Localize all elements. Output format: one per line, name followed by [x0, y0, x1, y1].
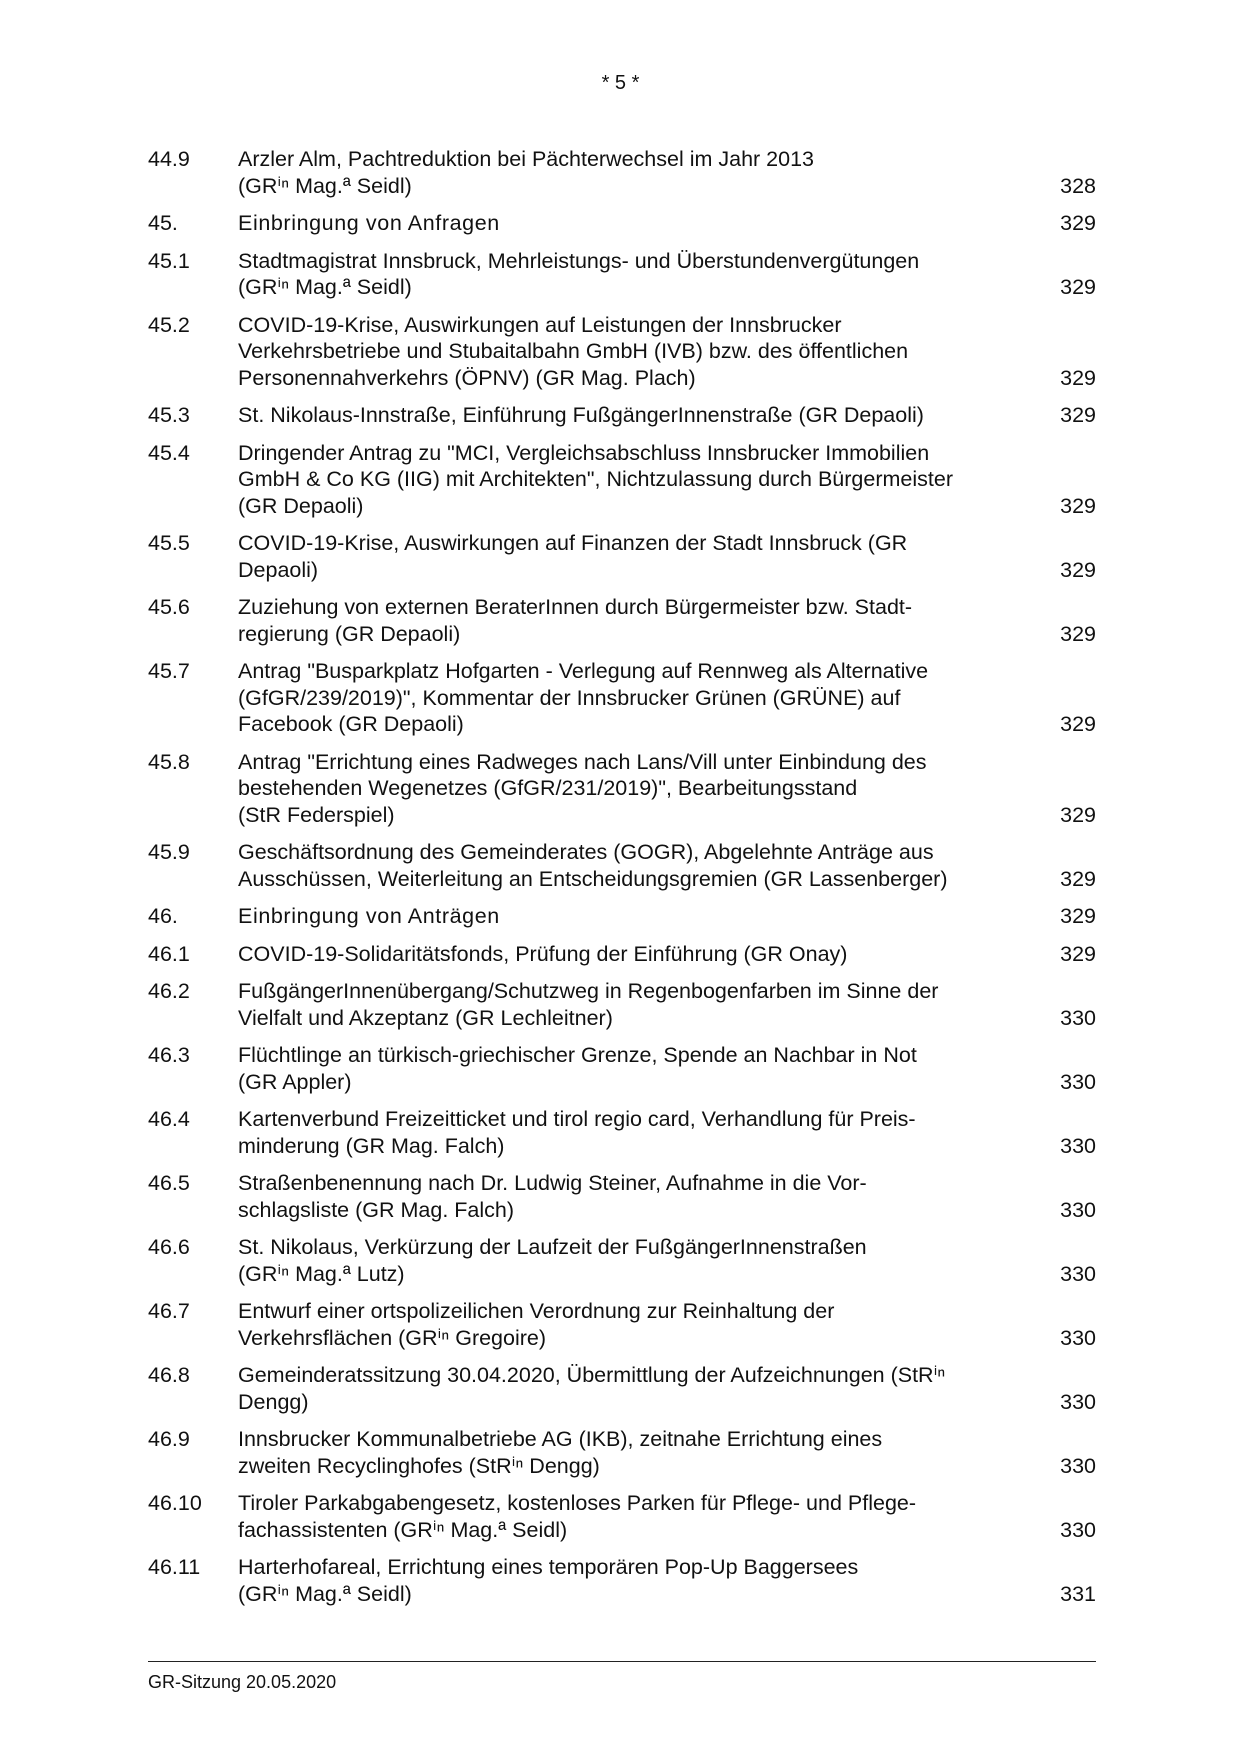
- toc-entry-title: [238, 749, 1038, 829]
- toc-entry-title-line: Dringender Antrag zu "MCI, Vergleichsabschluss Innsbrucker Immobilien: [238, 440, 930, 465]
- toc-entry-title: [238, 1106, 1038, 1159]
- toc-entry: [148, 941, 1096, 968]
- toc-entry: [148, 749, 1096, 829]
- toc-entry: [148, 1234, 1096, 1287]
- toc-entry-title: [238, 1234, 1038, 1287]
- toc-entry-number: 46.8: [148, 1363, 190, 1387]
- toc-entry-title-line: schlagsliste (GR Mag. Falch): [238, 1197, 514, 1222]
- toc-entry-title-line: Gemeinderatssitzung 30.04.2020, Übermittlung der Aufzeichnungen (StRⁱⁿ: [238, 1363, 946, 1387]
- toc-entry-title: [238, 594, 1038, 647]
- toc-entry-page: 330: [1060, 1197, 1096, 1222]
- toc-entry-title-line: Kartenverbund Freizeitticket und tirol regio card, Verhandlung für Preis-: [238, 1107, 916, 1131]
- toc-entry-title-line: Einbringung von Anträgen: [238, 904, 500, 928]
- toc-entry-page: 331: [1060, 1581, 1096, 1606]
- toc-entry-title-line: Tiroler Parkabgabengesetz, kostenloses Parken für Pflege- und Pflege-: [238, 1491, 917, 1515]
- toc-entry-title: [238, 1298, 1038, 1351]
- toc-entry-title-line: Depaoli): [238, 557, 319, 582]
- toc-entry-title-line: (GRⁱⁿ Mag.ª Lutz): [238, 1261, 405, 1286]
- toc-entry-title: [238, 402, 1038, 429]
- toc-entry-title-line: Innsbrucker Kommunalbetriebe AG (IKB), zeitnahe Errichtung eines: [238, 1427, 883, 1451]
- footer-divider: [148, 1661, 1096, 1662]
- toc-entry-number: 46.1: [148, 941, 190, 966]
- toc-entry-title-line: (GRⁱⁿ Mag.ª Seidl): [238, 173, 412, 198]
- toc-entry-title-line: (GR Appler): [238, 1069, 352, 1094]
- toc-entry-page: 330: [1060, 1517, 1096, 1542]
- toc-entry-title-line: (GfGR/239/2019)", Kommentar der Innsbrucker Grünen (GRÜNE) auf: [238, 685, 901, 710]
- toc-entry-title-line: Verkehrsbetriebe und Stubaitalbahn GmbH (IVB) bzw. des öffentlichen: [238, 339, 909, 363]
- toc-entry-number: 46.7: [148, 1299, 190, 1323]
- toc-entry-number: 45.2: [148, 312, 190, 337]
- toc-entry-title-line: (GRⁱⁿ Mag.ª Seidl): [238, 275, 412, 299]
- toc-entry-page: 330: [1060, 1005, 1096, 1030]
- toc-entry-number: 45.4: [148, 440, 190, 465]
- toc-entry-title-line: Zuziehung von externen BeraterInnen durch Bürgermeister bzw. Stadt-: [238, 595, 913, 619]
- toc-entry-page: 329: [1060, 403, 1096, 427]
- toc-entry-title-line: Entwurf einer ortspolizeilichen Verordnung zur Reinhaltung der: [238, 1299, 835, 1323]
- toc-entry-title: [238, 658, 1038, 738]
- toc-entry-page: 328: [1060, 173, 1096, 198]
- toc-entry-title: [238, 1426, 1038, 1479]
- toc-entry-number: 45.7: [148, 659, 190, 683]
- toc-entry-number: 46.: [148, 904, 178, 928]
- toc-entry-number: 45.1: [148, 248, 190, 273]
- toc-entry-title-line: Einbringung von Anfragen: [238, 211, 500, 235]
- toc-entry-number: 45.8: [148, 749, 190, 774]
- toc-entry-page: 329: [1060, 904, 1096, 928]
- toc-entry-number: 46.3: [148, 1043, 190, 1067]
- toc-entry-title: [238, 978, 1038, 1031]
- toc-entry-title-line: (GRⁱⁿ Mag.ª Seidl): [238, 1581, 412, 1606]
- toc-entry-title-line: bestehenden Wegenetzes (GfGR/231/2019)", Bearbeitungsstand: [238, 776, 858, 800]
- toc-entry-title-line: Antrag "Errichtung eines Radweges nach Lans/Vill unter Einbindung des: [238, 749, 927, 774]
- toc-entry: [148, 1554, 1096, 1607]
- toc-entry-page: 330: [1060, 1069, 1096, 1094]
- toc-entry-page: 330: [1060, 1453, 1096, 1478]
- toc-entry: [148, 1298, 1096, 1351]
- toc-entry-title-line: GmbH & Co KG (IIG) mit Architekten", Nichtzulassung durch Bürgermeister: [238, 467, 953, 491]
- toc-entry: [148, 1426, 1096, 1479]
- toc-entry: [148, 1106, 1096, 1159]
- toc-entry-number: 45.9: [148, 840, 190, 864]
- toc-entry-title: [238, 530, 1038, 583]
- toc-entry-page: 329: [1060, 941, 1096, 966]
- toc-entry: [148, 839, 1096, 892]
- toc-entry-title-line: Vielfalt und Akzeptanz (GR Lechleitner): [238, 1005, 613, 1030]
- toc-entry-number: 46.11: [148, 1555, 201, 1579]
- toc-entry-number: 46.5: [148, 1171, 190, 1195]
- toc-entry-title-line: regierung (GR Depaoli): [238, 621, 461, 646]
- toc-entry: [148, 402, 1096, 429]
- toc-entry-title-line: COVID-19-Krise, Auswirkungen auf Finanzen der Stadt Innsbruck (GR: [238, 531, 908, 555]
- toc-entry-title-line: Flüchtlinge an türkisch-griechischer Grenze, Spende an Nachbar in Not: [238, 1043, 917, 1067]
- toc-entry-number: 46.10: [148, 1491, 202, 1515]
- toc-entry: [148, 658, 1096, 738]
- toc-entry: [148, 146, 1096, 199]
- toc-entry-page: 329: [1060, 712, 1096, 736]
- toc-entry-title: [238, 1490, 1038, 1543]
- toc-entry-page: 330: [1060, 1133, 1096, 1158]
- toc-entry-number: 45.6: [148, 595, 190, 619]
- toc-entry-title-line: Arzler Alm, Pachtreduktion bei Pächterwechsel im Jahr 2013: [238, 147, 814, 171]
- toc-entry-page: 329: [1060, 211, 1096, 235]
- toc-entry-title-line: (StR Federspiel): [238, 802, 395, 827]
- toc-entry-title-line: Antrag "Busparkplatz Hofgarten - Verlegung auf Rennweg als Alternative: [238, 659, 929, 683]
- toc-entry-title-line: Facebook (GR Depaoli): [238, 712, 464, 736]
- toc-entry-title-line: (GR Depaoli): [238, 493, 364, 518]
- toc-entry-title-line: fachassistenten (GRⁱⁿ Mag.ª Seidl): [238, 1517, 568, 1542]
- toc-entry-title-line: COVID-19-Solidaritätsfonds, Prüfung der Einführung (GR Onay): [238, 941, 848, 966]
- toc-entry-number: 46.2: [148, 979, 190, 1003]
- toc-entry-number: 44.9: [148, 147, 190, 171]
- footer-text: GR-Sitzung 20.05.2020: [148, 1672, 337, 1692]
- toc-entry-page: 329: [1060, 621, 1096, 646]
- toc-entry-page: 329: [1060, 557, 1096, 582]
- toc-entry-title-line: Verkehrsflächen (GRⁱⁿ Gregoire): [238, 1325, 547, 1350]
- toc-entry: [148, 1170, 1096, 1223]
- toc-entry-title: [238, 1362, 1038, 1415]
- toc-entry-page: 329: [1060, 275, 1096, 299]
- toc-entry-title-line: Ausschüssen, Weiterleitung an Entscheidungsgremien (GR Lassenberger): [238, 866, 948, 891]
- toc-entry-title-line: FußgängerInnenübergang/Schutzweg in Regenbogenfarben im Sinne der: [238, 979, 939, 1003]
- toc-entry: [148, 1490, 1096, 1543]
- toc-entry: [148, 530, 1096, 583]
- toc-entry-page: 329: [1060, 365, 1096, 390]
- toc-entry-title-line: minderung (GR Mag. Falch): [238, 1133, 505, 1158]
- toc-entry-page: 330: [1060, 1261, 1096, 1286]
- toc-entry-title-line: Dengg): [238, 1389, 309, 1414]
- toc-section-entry: [148, 903, 1096, 930]
- toc-entry-title-line: Geschäftsordnung des Gemeinderates (GOGR), Abgelehnte Anträge aus: [238, 840, 934, 864]
- toc-entry-title: [238, 210, 1038, 237]
- toc-entry-title-line: Harterhofareal, Errichtung eines temporären Pop-Up Baggersees: [238, 1555, 859, 1579]
- toc-entry: [148, 312, 1096, 392]
- toc-entry-title: [238, 312, 1038, 392]
- toc-entry-page: 329: [1060, 866, 1096, 891]
- toc-entry-title-line: Personennahverkehrs (ÖPNV) (GR Mag. Plach): [238, 365, 696, 390]
- toc-entry-title-line: COVID-19-Krise, Auswirkungen auf Leistungen der Innsbrucker: [238, 312, 842, 337]
- toc-entry-title: [238, 839, 1038, 892]
- toc-entry-number: 45.3: [148, 403, 190, 427]
- toc-entry: [148, 1362, 1096, 1415]
- toc-entry-number: 46.6: [148, 1235, 190, 1259]
- toc-entry: [148, 440, 1096, 520]
- toc-entry-title: [238, 440, 1038, 520]
- toc-entry-page: 330: [1060, 1389, 1096, 1414]
- toc-entry: [148, 978, 1096, 1031]
- toc-entry-page: 329: [1060, 493, 1096, 518]
- toc-entry-number: 46.4: [148, 1107, 190, 1131]
- toc-entry-title-line: zweiten Recyclinghofes (StRⁱⁿ Dengg): [238, 1453, 600, 1478]
- toc-entry-number: 46.9: [148, 1427, 190, 1451]
- toc-entry: [148, 248, 1096, 301]
- toc-entry: [148, 594, 1096, 647]
- toc-entry-title: [238, 146, 1038, 199]
- toc-entry-title: [238, 1042, 1038, 1095]
- toc-entry-title-line: Straßenbenennung nach Dr. Ludwig Steiner, Aufnahme in die Vor-: [238, 1171, 867, 1195]
- toc-entry-number: 45.: [148, 211, 178, 235]
- toc-entry-number: 45.5: [148, 531, 190, 555]
- toc-entry-title-line: Stadtmagistrat Innsbruck, Mehrleistungs- und Überstundenvergütungen: [238, 248, 920, 273]
- toc-entry: [148, 1042, 1096, 1095]
- page-number: * 5 *: [601, 72, 640, 94]
- toc-entry-title: [238, 903, 1038, 930]
- toc-entry-title: [238, 1170, 1038, 1223]
- toc-entry-title: [238, 1554, 1038, 1607]
- table-of-contents: [148, 146, 1096, 1618]
- toc-section-entry: [148, 210, 1096, 237]
- toc-entry-title: [238, 248, 1038, 301]
- toc-entry-page: 330: [1060, 1325, 1096, 1350]
- toc-entry-title-line: St. Nikolaus-Innstraße, Einführung FußgängerInnenstraße (GR Depaoli): [238, 403, 924, 427]
- toc-entry-title-line: St. Nikolaus, Verkürzung der Laufzeit der FußgängerInnenstraßen: [238, 1235, 867, 1259]
- toc-entry-title: [238, 941, 1038, 968]
- toc-entry-page: 329: [1060, 802, 1096, 827]
